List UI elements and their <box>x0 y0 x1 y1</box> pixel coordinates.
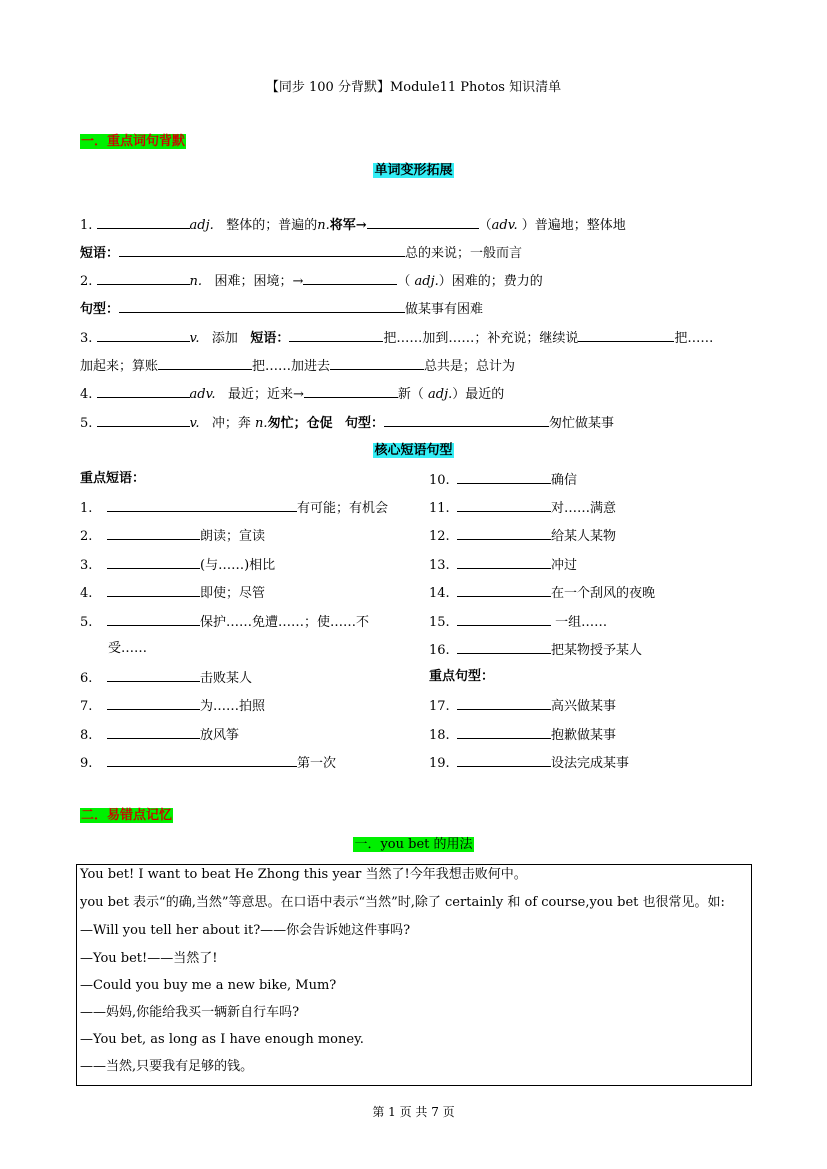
phrase-meaning: 给某人某物 <box>551 529 617 544</box>
blank[interactable] <box>97 215 190 229</box>
phrase-item <box>429 696 616 714</box>
meaning: 最近；近来→ <box>227 387 304 402</box>
item-number: 2. <box>80 274 93 289</box>
item-number: 19. <box>429 756 450 771</box>
example-line: —Will you tell her about it?——你会告诉她这件事吗? <box>80 923 411 938</box>
meaning: 把……加进去 <box>252 359 331 374</box>
item-number: 1. <box>80 218 93 233</box>
phrase-meaning: 设法完成某事 <box>551 756 630 771</box>
phrase-line-1 <box>80 243 522 261</box>
sentences-label: 重点句型： <box>429 669 495 684</box>
phrase-item <box>429 753 629 771</box>
example-line: ——妈妈,你能给我买一辆新自行车吗? <box>80 1005 300 1020</box>
example-box <box>76 864 752 1086</box>
item-number: 11. <box>429 501 450 516</box>
phrase-item <box>429 612 607 630</box>
item-number: 1. <box>80 501 93 516</box>
blank[interactable] <box>457 526 551 540</box>
section-heading-1: 一．重点词句背默 <box>81 134 186 149</box>
phrase-meaning: 确信 <box>551 473 578 488</box>
meaning: 匆忙做某事 <box>549 416 615 431</box>
phrase-item <box>80 583 265 601</box>
blank[interactable] <box>367 215 479 229</box>
phrase-meaning: (与……)相比 <box>200 558 276 573</box>
meaning: 整体的；普遍的 <box>226 218 318 233</box>
blank[interactable] <box>97 271 190 285</box>
blank[interactable] <box>119 299 405 313</box>
phrase-item <box>429 526 616 544</box>
blank[interactable] <box>107 583 200 597</box>
example-line: You bet! I want to beat He Zhong this year 当然了!今年我想击败何中。 <box>80 867 527 882</box>
page-title: 【同步 100 分背默】Module11 Photos 知识清单 <box>265 80 562 95</box>
blank[interactable] <box>107 725 200 739</box>
phrase-meaning: 在一个刮风的夜晚 <box>551 586 656 601</box>
item-number: 12. <box>429 529 450 544</box>
blank[interactable] <box>384 413 549 427</box>
label: 短语： <box>80 246 120 261</box>
phrase-meaning: 对……满意 <box>551 501 617 516</box>
phrase-meaning: 保护……免遭……；使……不 <box>200 615 370 630</box>
phrase-item <box>80 668 252 686</box>
phrase-item <box>429 725 616 743</box>
blank[interactable] <box>158 356 252 370</box>
blank[interactable] <box>303 271 397 285</box>
phrase-meaning: 冲过 <box>551 558 578 573</box>
vocab-line-5 <box>80 413 614 431</box>
item-number: 4. <box>80 586 93 601</box>
pos: n. <box>189 274 203 289</box>
phrase-item <box>80 753 336 771</box>
item-number: 3. <box>80 331 93 346</box>
blank[interactable] <box>578 328 674 342</box>
meaning: 做某事有困难 <box>405 302 484 317</box>
text: （ <box>478 218 492 233</box>
vocab-line-3-cont <box>80 356 515 374</box>
item-number: 17. <box>429 699 450 714</box>
phrase-item <box>429 583 655 601</box>
label: 句型： <box>344 416 384 431</box>
meaning: 总的来说；一般而言 <box>405 246 523 261</box>
pos: v. <box>189 331 200 346</box>
pos: adj. <box>189 218 214 233</box>
sentence-line-2 <box>80 299 483 317</box>
meaning: ）普遍地；整体地 <box>517 218 626 233</box>
pos: v. <box>189 416 200 431</box>
item-number: 2. <box>80 529 93 544</box>
phrase-meaning: 即使；尽管 <box>200 586 266 601</box>
blank[interactable] <box>457 470 551 484</box>
item-number: 9. <box>80 756 93 771</box>
page-footer: 第 1 页 共 7 页 <box>372 1105 455 1119</box>
blank[interactable] <box>289 328 383 342</box>
meaning: 冲；奔 <box>211 416 251 431</box>
blank[interactable] <box>457 725 551 739</box>
blank[interactable] <box>304 384 398 398</box>
example-line: —Could you buy me a new bike, Mum? <box>80 978 337 993</box>
section-heading-2: 二．易错点记忆 <box>81 808 173 823</box>
blank[interactable] <box>97 384 190 398</box>
pos: n. <box>255 416 268 431</box>
blank[interactable] <box>107 555 200 569</box>
meaning: ）最近的 <box>452 387 505 402</box>
blank[interactable] <box>457 555 551 569</box>
phrase-item <box>429 640 642 658</box>
phrase-item <box>80 696 265 714</box>
vocab-line-4 <box>80 384 504 402</box>
blank[interactable] <box>97 328 190 342</box>
blank[interactable] <box>330 356 424 370</box>
meaning: 将军→ <box>329 218 367 233</box>
example-line: ——当然,只要我有足够的钱。 <box>80 1059 254 1074</box>
item-number: 10. <box>429 473 450 488</box>
text: （ <box>397 274 415 289</box>
phrase-meaning: 有可能；有机会 <box>297 501 389 516</box>
phrase-item <box>80 555 275 573</box>
example-line: —You bet!——当然了! <box>80 951 218 966</box>
label: 句型： <box>80 302 120 317</box>
phrase-item <box>429 470 577 488</box>
meaning: 总共是；总计为 <box>424 359 516 374</box>
item-number: 5. <box>80 416 93 431</box>
phrase-meaning: 朗读；宣读 <box>200 529 266 544</box>
phrase-meaning: 高兴做某事 <box>551 699 617 714</box>
phrase-meaning: 为……拍照 <box>200 699 266 714</box>
pos: n. <box>317 218 330 233</box>
meaning: 添加 <box>211 331 238 346</box>
meaning: 把……加到……；补充说；继续说 <box>383 331 579 346</box>
item-number: 3. <box>80 558 93 573</box>
item-number: 4. <box>80 387 93 402</box>
phrase-continuation: 受…… <box>108 641 148 656</box>
blank[interactable] <box>107 498 297 512</box>
phrases-label: 重点短语： <box>80 471 146 486</box>
blank[interactable] <box>457 696 551 710</box>
item-number: 8. <box>80 728 93 743</box>
pos: adv. <box>491 218 518 233</box>
label: 短语： <box>250 331 290 346</box>
pos: adv. <box>189 387 216 402</box>
blank[interactable] <box>119 243 405 257</box>
item-number: 6. <box>80 671 93 686</box>
phrase-item <box>429 498 616 516</box>
phrase-item <box>80 526 265 544</box>
phrase-meaning: 一组…… <box>551 615 608 630</box>
blank[interactable] <box>457 753 551 767</box>
sub-suffix: 的用法 <box>433 837 473 852</box>
subheading-word-forms: 单词变形拓展 <box>374 163 453 178</box>
meaning: 把…… <box>674 331 714 346</box>
blank[interactable] <box>97 413 190 427</box>
subheading-core-phrases: 核心短语句型 <box>374 443 453 458</box>
example-line: you bet 表示“的确,当然”等意思。在口语中表示“当然”时,除了 certainly 和 of course,you bet 也很常见。如: <box>80 895 725 910</box>
phrase-item <box>80 612 369 630</box>
blank[interactable] <box>457 498 551 512</box>
phrase-item <box>429 555 577 573</box>
example-line: —You bet, as long as I have enough money. <box>80 1032 364 1047</box>
phrase-meaning: 放风筝 <box>200 728 240 743</box>
meaning: 加起来；算账 <box>80 359 159 374</box>
vocab-line-2 <box>80 271 543 289</box>
phrase-meaning: 抱歉做某事 <box>551 728 617 743</box>
blank[interactable] <box>457 640 551 654</box>
phrase-meaning: 第一次 <box>297 756 337 771</box>
item-number: 14. <box>429 586 450 601</box>
vocab-line-3 <box>80 328 713 346</box>
item-number: 5. <box>80 615 93 630</box>
phrase-item <box>80 725 239 743</box>
item-number: 16. <box>429 643 450 658</box>
blank[interactable] <box>457 612 551 626</box>
pos: adj. <box>414 274 439 289</box>
item-number: 7. <box>80 699 93 714</box>
sub-prefix: 一．you bet <box>354 837 430 852</box>
blank[interactable] <box>107 753 297 767</box>
item-number: 18. <box>429 728 450 743</box>
phrase-item <box>80 498 388 516</box>
blank[interactable] <box>107 696 200 710</box>
blank[interactable] <box>457 583 551 597</box>
phrase-meaning: 击败某人 <box>200 671 253 686</box>
blank[interactable] <box>107 612 200 626</box>
meaning: 新（ <box>397 387 429 402</box>
pos: adj. <box>428 387 453 402</box>
meaning: 匆忙；仓促 <box>267 416 333 431</box>
blank[interactable] <box>107 526 200 540</box>
meaning: ）困难的；费力的 <box>438 274 543 289</box>
blank[interactable] <box>107 668 200 682</box>
item-number: 13. <box>429 558 450 573</box>
meaning: 困难；困境；→ <box>214 274 304 289</box>
vocab-line-1 <box>80 215 626 233</box>
phrase-meaning: 把某物授予某人 <box>551 643 643 658</box>
item-number: 15. <box>429 615 450 630</box>
subheading-you-bet <box>353 837 473 852</box>
